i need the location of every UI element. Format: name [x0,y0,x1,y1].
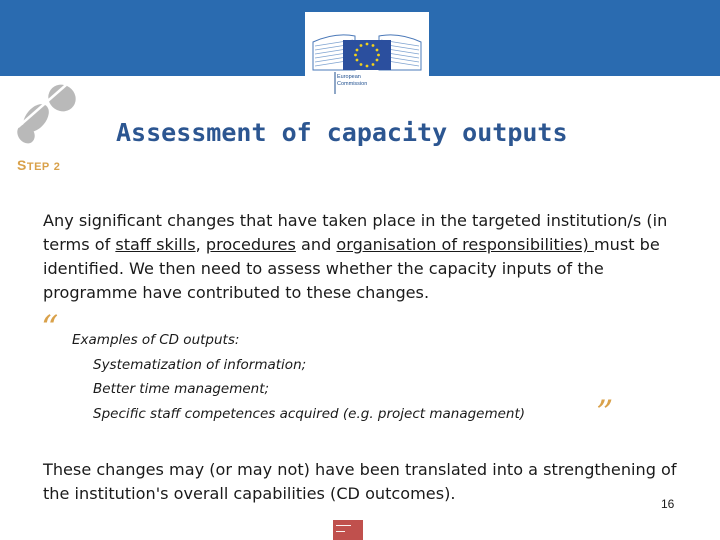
step-rest: TEP [26,161,50,173]
intro-text-d: must be identified. We then need to assess whether the capacity inputs of the programme have contributed to these changes. [43,235,660,302]
list-item: Better time management; [93,381,270,397]
logo-line-1: European [337,74,361,80]
staff-skills-term: staff skills [115,235,196,254]
list-item: Systematization of information; [93,356,307,373]
open-quote-mark: “ [41,308,59,348]
logo-line-2: Commission [337,81,368,87]
intro-text-b: , [195,235,206,254]
procedures-term: procedures [205,235,296,254]
intro-paragraph [43,209,683,305]
footer-emblem: ▬▬▬▬▬ ▬▬▬ [333,520,363,540]
european-commission-logo [305,12,429,100]
page-title: Assessment of capacity outputs [116,118,568,147]
page-number: 16 [661,497,675,511]
step-initial: S [17,157,27,173]
footprint-icon [14,80,80,148]
examples-heading: Examples of CD outputs: [72,332,240,348]
intro-text-a: Any significant changes that have taken place in the targeted institution/s (in terms of [43,211,668,254]
close-quote-mark: ” [596,393,614,433]
organisation-term: organisation of responsibilities) [336,235,594,254]
conclusion-paragraph: These changes may (or may not) have been translated into a strengthening of the institution's overall capabilities (CD outcomes). [43,460,677,503]
step-number: 2 [53,161,61,173]
examples-block [72,328,525,426]
logo-text [337,74,367,88]
list-item: Specific staff competences acquired (e.g. project management) [93,405,526,422]
intro-text-c: and [295,235,337,254]
step-label [17,157,60,175]
